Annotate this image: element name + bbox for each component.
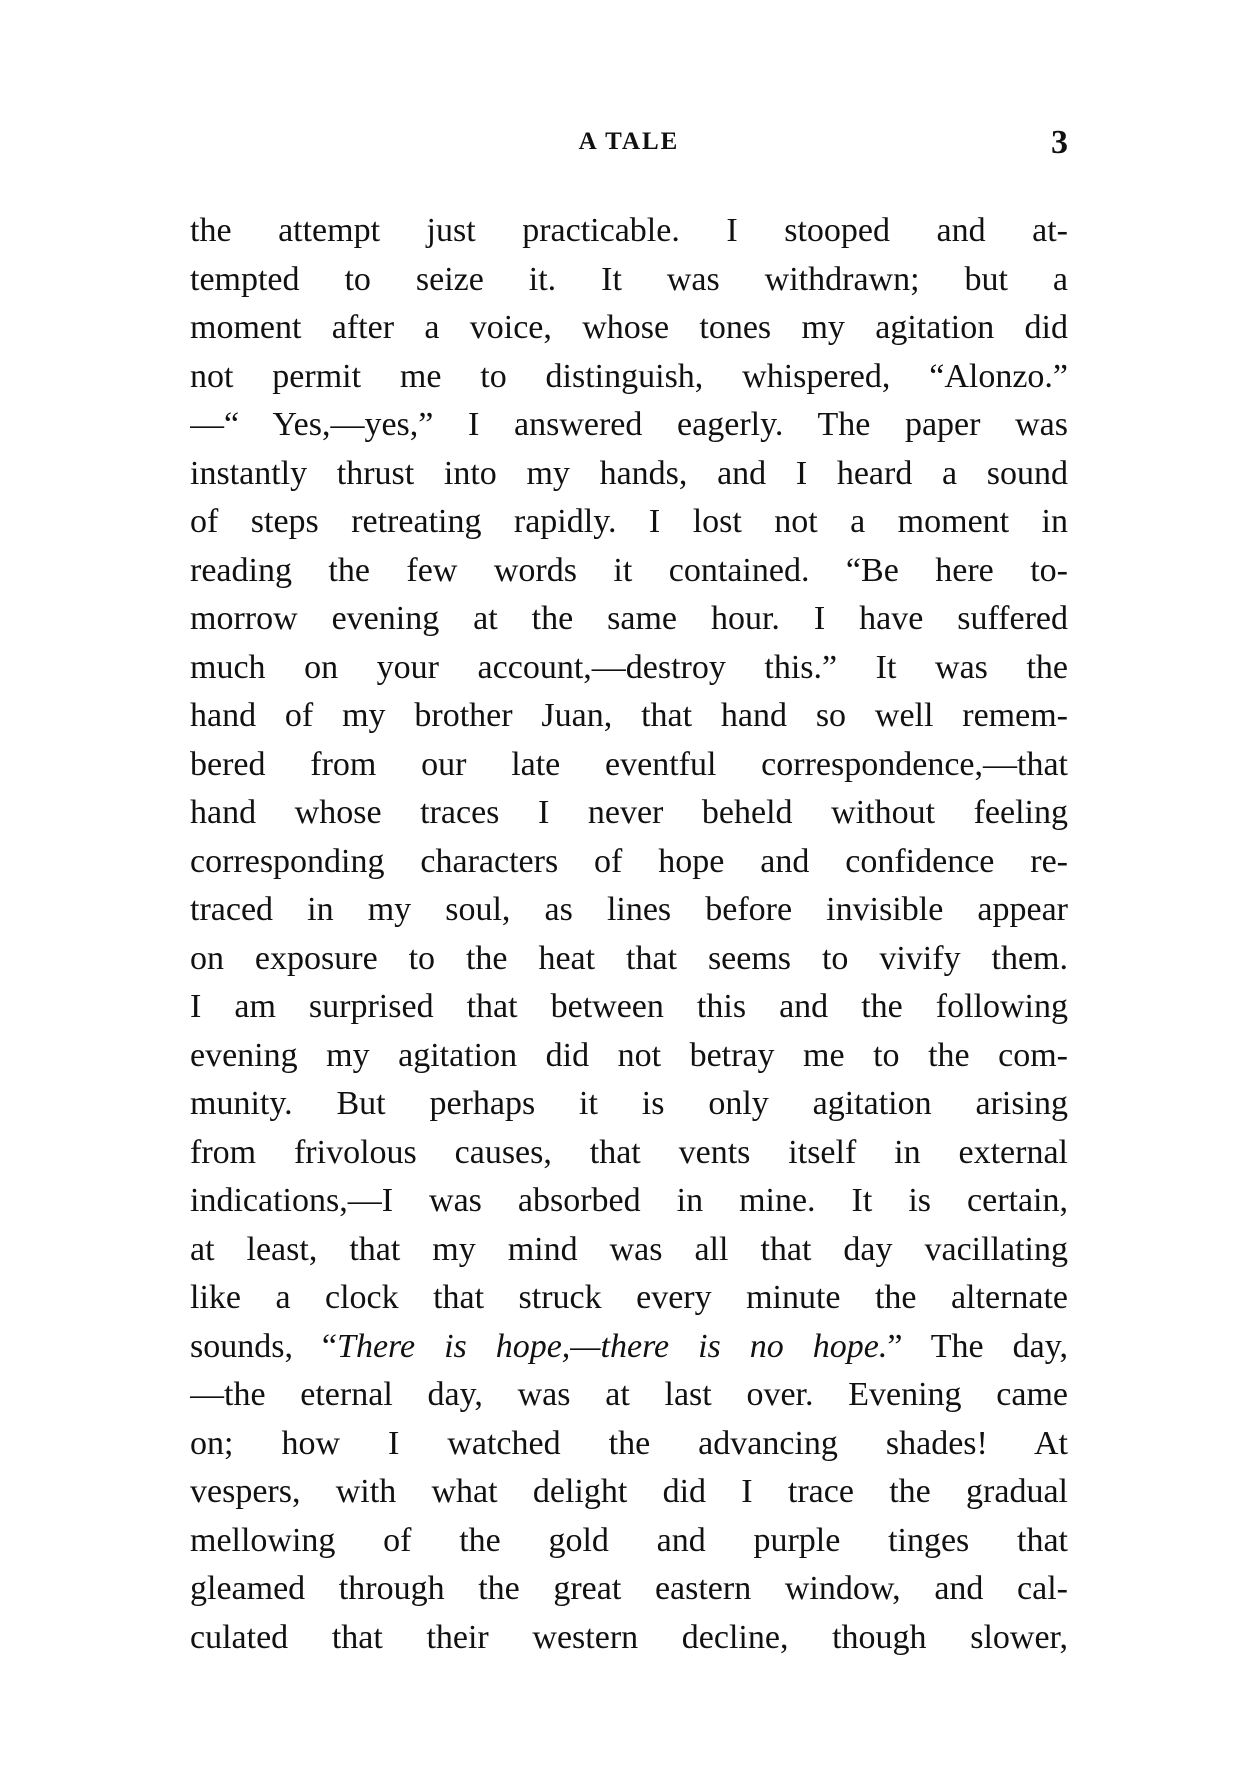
text-line: much on your account,—destroy this.” It was the: [190, 648, 1068, 686]
running-head: [190, 124, 1068, 168]
text-line: on; how I watched the advancing shades! At: [190, 1424, 1068, 1462]
text-line: hand of my brother Juan, that hand so well remem-: [190, 697, 1068, 734]
text-line: instantly thrust into my hands, and I heard a sound: [190, 454, 1068, 492]
running-title: A TALE: [578, 128, 680, 155]
text-line: bered from our late eventful correspondence,—that: [190, 745, 1068, 783]
text-line: tempted to seize it. It was withdrawn; but a: [190, 260, 1068, 298]
text-line: mellowing of the gold and purple tinges that: [190, 1521, 1068, 1559]
italic-quote: There is hope,—there is no hope.: [337, 1327, 888, 1365]
text-line: the attempt just practicable. I stooped and at-: [190, 212, 1068, 249]
text-line: traced in my soul, as lines before invisible appear: [190, 891, 1068, 928]
line-text-before: sounds, “: [190, 1327, 338, 1365]
page-number: 3: [1051, 124, 1068, 161]
text-line: reading the few words it contained. “Be here to-: [190, 551, 1068, 589]
text-line: vespers, with what delight did I trace the gradual: [190, 1473, 1068, 1510]
text-line: not permit me to distinguish, whispered, “Alonzo.”: [190, 357, 1068, 395]
text-line: gleamed through the great eastern window, and cal-: [190, 1570, 1068, 1607]
text-line: corresponding characters of hope and confidence re-: [190, 842, 1068, 880]
text-line: evening my agitation did not betray me to the com-: [190, 1036, 1068, 1074]
text-line: from frivolous causes, that vents itself in external: [190, 1133, 1068, 1171]
text-line: moment after a voice, whose tones my agitation did: [190, 309, 1068, 346]
text-line: hand whose traces I never beheld without feeling: [190, 794, 1068, 831]
text-line: indications,—I was absorbed in mine. It is certain,: [190, 1182, 1068, 1219]
text-line: morrow evening at the same hour. I have suffered: [190, 600, 1068, 637]
line-text-after: ” The day,: [887, 1327, 1068, 1365]
text-line: I am surprised that between this and the following: [190, 988, 1068, 1025]
text-line: culated that their western decline, though slower,: [190, 1618, 1068, 1656]
text-line: —“ Yes,—yes,” I answered eagerly. The paper was: [190, 406, 1068, 443]
text-line: on exposure to the heat that seems to vivify them.: [190, 939, 1068, 977]
body-text: [190, 207, 1068, 1662]
text-line: at least, that my mind was all that day vacillating: [190, 1230, 1068, 1268]
text-line: —the eternal day, was at last over. Evening came: [190, 1376, 1068, 1413]
text-line: munity. But perhaps it is only agitation arising: [190, 1085, 1068, 1122]
text-line: like a clock that struck every minute the alternate: [190, 1279, 1068, 1316]
text-line: of steps retreating rapidly. I lost not a moment in: [190, 503, 1068, 540]
text-line-with-italic: [190, 1323, 1068, 1372]
